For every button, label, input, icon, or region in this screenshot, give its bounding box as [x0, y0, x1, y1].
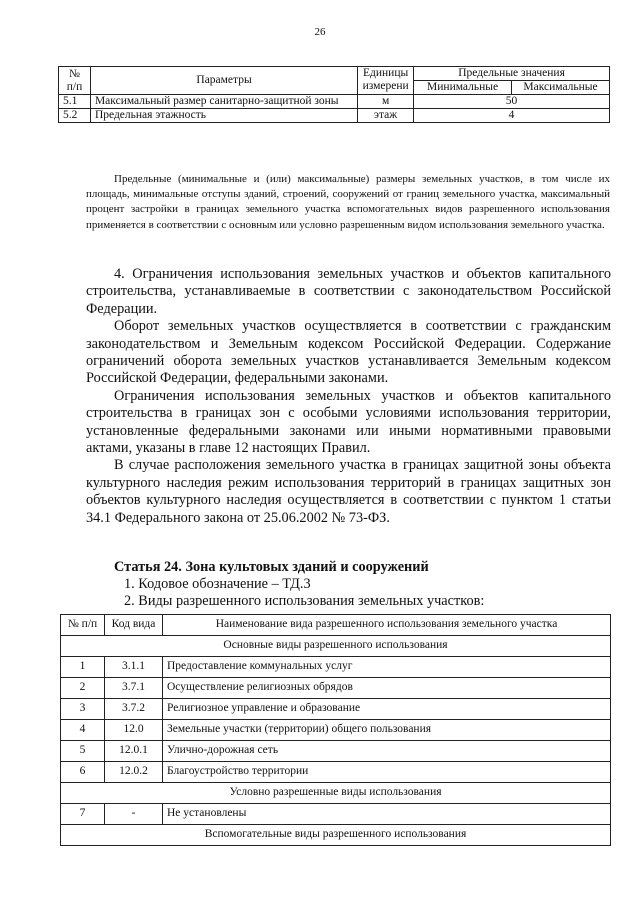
row-name: Предоставление коммунальных услуг: [163, 657, 611, 678]
header-params: Параметры: [90, 67, 357, 95]
article-item: 1. Кодовое обозначение – ТД.3: [124, 576, 311, 592]
table-row: [59, 95, 610, 109]
row-name: Земельные участки (территории) общего пользования: [163, 720, 611, 741]
section-main: Основные виды разрешенного использования: [61, 636, 611, 657]
row-num: 7: [61, 804, 105, 825]
row-code: 3.7.2: [105, 699, 163, 720]
table-row: [61, 678, 611, 699]
table-row: [61, 720, 611, 741]
row-code: 12.0.2: [105, 762, 163, 783]
row-code: 3.7.1: [105, 678, 163, 699]
row-code: -: [105, 804, 163, 825]
row-num: 5: [61, 741, 105, 762]
table-row: [61, 762, 611, 783]
row-code: 12.0.1: [105, 741, 163, 762]
row-param: Максимальный размер санитарно-защитной зоны: [90, 95, 357, 109]
paragraph: Оборот земельных участков осуществляется в соответствии с гражданским законодательством и Земельным кодексом Российской Федерации. Содержание ограничений оборота земельных участков устанавливается Земельным кодексом Российской Федерации, федеральными законами.: [86, 318, 611, 387]
article-title: Статья 24. Зона культовых зданий и сооружений: [114, 559, 429, 575]
row-unit: этаж: [358, 109, 414, 123]
row-name: Благоустройство территории: [163, 762, 611, 783]
note-paragraph: Предельные (минимальные и (или) максимальные) размеры земельных участков, в том числе их площадь, минимальные отступы зданий, строений, сооружений от границ земельного участка, максимальный процент застройки в границах земельного участка вспомогательных видов разрешенного использования применяется в соответствии с основным или условно разрешенным видом использования земельного участка.: [86, 173, 610, 231]
header-min: Минимальные: [414, 81, 512, 95]
article-item: 2. Виды разрешенного использования земельных участков:: [124, 593, 485, 609]
row-param: Предельная этажность: [90, 109, 357, 123]
parameters-table: [58, 66, 610, 123]
row-num: 6: [61, 762, 105, 783]
header-limits: Предельные значения: [414, 67, 610, 81]
row-value: 50: [414, 95, 610, 109]
row-name: Осуществление религиозных обрядов: [163, 678, 611, 699]
section-conditional: Условно разрешенные виды использования: [61, 783, 611, 804]
row-value: 4: [414, 109, 610, 123]
table-row: [59, 109, 610, 123]
limits-note: [86, 172, 610, 233]
row-code: 12.0: [105, 720, 163, 741]
header-num: № п/п: [61, 615, 105, 636]
permitted-uses-table: [60, 614, 611, 846]
page-number: 26: [314, 26, 326, 38]
section-auxiliary: Вспомогательные виды разрешенного использования: [61, 825, 611, 846]
table-row: [61, 804, 611, 825]
row-num: 1: [61, 657, 105, 678]
main-text: [86, 266, 611, 527]
header-units: Единицы измерени: [358, 67, 414, 95]
article-block: [86, 559, 611, 610]
row-name: Не установлены: [163, 804, 611, 825]
row-num: 5.1: [59, 95, 91, 109]
row-num: 3: [61, 699, 105, 720]
row-num: 2: [61, 678, 105, 699]
table-row: [61, 699, 611, 720]
header-num: № п/п: [59, 67, 91, 95]
row-code: 3.1.1: [105, 657, 163, 678]
table-row: [61, 741, 611, 762]
paragraph: 4. Ограничения использования земельных участков и объектов капитального строительства, устанавливаемые в соответствии с законодательством Российской Федерации.: [86, 266, 611, 317]
paragraph: Ограничения использования земельных участков и объектов капитального строительства в границах зон с особыми условиями использования территории, установленные федеральными законами или иными нормативными правовыми актами, указаны в главе 12 настоящих Правил.: [86, 387, 611, 457]
header-max: Максимальные: [512, 81, 610, 95]
row-unit: м: [358, 95, 414, 109]
row-name: Религиозное управление и образование: [163, 699, 611, 720]
row-num: 5.2: [59, 109, 91, 123]
header-code: Код вида: [105, 615, 163, 636]
row-num: 4: [61, 720, 105, 741]
row-name: Улично-дорожная сеть: [163, 741, 611, 762]
header-name: Наименование вида разрешенного использования земельного участка: [163, 615, 611, 636]
paragraph: В случае расположения земельного участка в границах защитной зоны объекта культурного наследия режим использования территорий в границах защитных зон объектов культурного наследия осуществляется в соответствии с пунктом 1 статьи 34.1 Федерального закона от 25.06.2002 № 73-ФЗ.: [86, 457, 611, 526]
table-row: [61, 657, 611, 678]
